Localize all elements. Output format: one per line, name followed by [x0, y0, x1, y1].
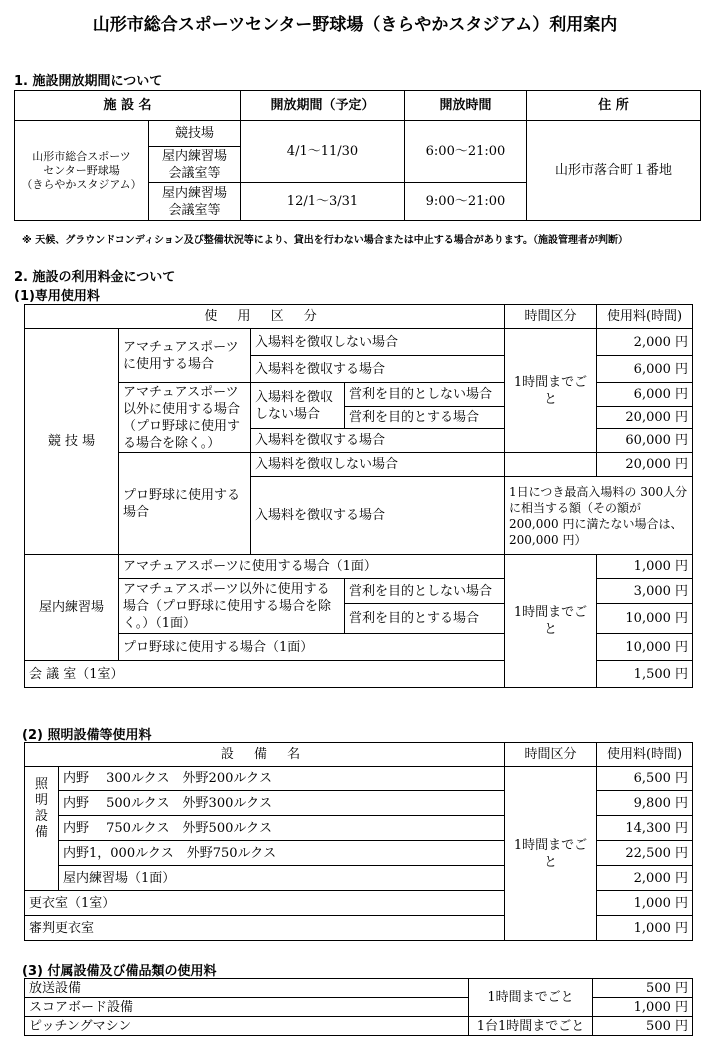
section3-heading: (2) 照明設備等使用料	[22, 728, 152, 743]
pro-time-unit	[505, 453, 597, 477]
period-summer: 4/1〜11/30	[241, 121, 405, 183]
indoor-nonprofit: 営利を目的としない場合	[345, 579, 505, 604]
accessory-fee: 500 円	[593, 1017, 693, 1036]
header-fee: 使用料(時間)	[597, 305, 693, 329]
lighting-row: 内野 300ルクス 外野200ルクス	[59, 767, 505, 791]
fee-amateur-with-fee: 6,000 円	[597, 356, 693, 383]
lighting-fee: 9,800 円	[597, 791, 693, 816]
header-hours: 開放時間	[405, 91, 527, 121]
period-winter: 12/1〜3/31	[241, 183, 405, 221]
accessory-row: 放送設備	[25, 979, 469, 998]
lighting-row: 内野 500ルクス 外野300ルクス	[59, 791, 505, 816]
fee-non-amateur-profit: 20,000 円	[597, 407, 693, 429]
lighting-fee: 22,500 円	[597, 841, 693, 866]
accessory-fee: 1,000 円	[593, 998, 693, 1017]
meeting-room: 会 議 室（1室）	[25, 661, 505, 688]
header-period: 開放期間（予定）	[241, 91, 405, 121]
non-amateur-profit: 営利を目的とする場合	[345, 407, 505, 429]
lighting-fee: 6,500 円	[597, 767, 693, 791]
indoor-label: 屋内練習場	[25, 555, 119, 661]
amateur-label: アマチュアスポーツ に使用する場合	[119, 329, 251, 383]
non-amateur-no-fee: 入場料を徴収 しない場合	[251, 383, 345, 429]
header-address: 住 所	[527, 91, 701, 121]
lighting-row: 屋内練習場（1面）	[59, 866, 505, 891]
indoor-pro: プロ野球に使用する場合（1面）	[119, 634, 505, 661]
pro-label: プロ野球に使用する 場合	[119, 453, 251, 555]
umpire-fee: 1,000 円	[597, 916, 693, 941]
header-fee: 使用料(時間)	[597, 743, 693, 767]
amateur-no-fee: 入場料を徴収しない場合	[251, 329, 505, 356]
header-time: 時間区分	[505, 305, 597, 329]
fee-pro-no-fee: 20,000 円	[597, 453, 693, 477]
lighting-label: 照 明 設 備	[25, 767, 59, 891]
lighting-fee-table	[24, 742, 693, 941]
accessory-fee-table	[24, 978, 693, 1036]
fee-non-amateur-with-fee: 60,000 円	[597, 429, 693, 453]
indoor-non-amateur: アマチュアスポーツ以外に使用する 場合（プロ野球に使用する場合を除 く。）（1面）	[119, 579, 345, 634]
locker-room: 更衣室（1室）	[25, 891, 505, 916]
indoor-profit: 営利を目的とする場合	[345, 604, 505, 634]
facility-sub-stadium: 競技場	[149, 121, 241, 147]
facility-name: 山形市総合スポーツ センター野球場 （きらやかスタジアム）	[15, 121, 149, 221]
opening-period-table	[14, 90, 701, 221]
hours-winter: 9:00〜21:00	[405, 183, 527, 221]
accessory-row: ピッチングマシン	[25, 1017, 469, 1036]
lighting-row: 内野1，000ルクス 外野750ルクス	[59, 841, 505, 866]
non-amateur-with-fee: 入場料を徴収する場合	[251, 429, 505, 453]
lighting-fee: 14,300 円	[597, 816, 693, 841]
facility-address: 山形市落合町１番地	[527, 121, 701, 221]
facility-sub-indoor-summer: 屋内練習場 会議室等	[149, 147, 241, 183]
locker-fee: 1,000 円	[597, 891, 693, 916]
fee-indoor-nonprofit: 3,000 円	[597, 579, 693, 604]
fee-non-amateur-nonprofit: 6,000 円	[597, 383, 693, 407]
header-time: 時間区分	[505, 743, 597, 767]
accessory-row: スコアボード設備	[25, 998, 469, 1017]
non-amateur-nonprofit: 営利を目的としない場合	[345, 383, 505, 407]
section4-heading: (3) 付属設備及び備品類の使用料	[22, 964, 217, 979]
stadium-time-unit: 1時間までごと	[505, 329, 597, 453]
stadium-label: 競 技 場	[25, 329, 119, 555]
non-amateur-label: アマチュアスポーツ 以外に使用する場合 （プロ野球に使用す る場合を除く。）	[119, 383, 251, 453]
accessory-time-unit: 1時間までごと	[469, 979, 593, 1017]
lighting-fee: 2,000 円	[597, 866, 693, 891]
section2-subheading: (1)専用使用料	[14, 289, 100, 304]
fee-indoor-amateur: 1,000 円	[597, 555, 693, 579]
pro-with-fee: 入場料を徴収する場合	[251, 477, 505, 555]
fee-amateur-no-fee: 2,000 円	[597, 329, 693, 356]
opening-note: ※ 天候、グラウンドコンディション及び整備状況等により、貸出を行わない場合または中止する場合があります。（施設管理者が判断）	[22, 235, 629, 246]
lighting-row: 内野 750ルクス 外野500ルクス	[59, 816, 505, 841]
indoor-amateur: アマチュアスポーツに使用する場合（1面）	[119, 555, 505, 579]
header-facility: 施 設 名	[15, 91, 241, 121]
fee-indoor-profit: 10,000 円	[597, 604, 693, 634]
fee-indoor-pro: 10,000 円	[597, 634, 693, 661]
exclusive-fee-table	[24, 304, 693, 688]
header-equipment: 設 備 名	[25, 743, 505, 767]
hours-summer: 6:00〜21:00	[405, 121, 527, 183]
amateur-with-fee: 入場料を徴収する場合	[251, 356, 505, 383]
fee-meeting-room: 1,500 円	[597, 661, 693, 688]
accessory-fee: 500 円	[593, 979, 693, 998]
facility-sub-indoor-winter: 屋内練習場 会議室等	[149, 183, 241, 221]
pro-no-fee: 入場料を徴収しない場合	[251, 453, 505, 477]
section1-heading: 1. 施設開放期間について	[14, 74, 163, 89]
header-usage: 使 用 区 分	[25, 305, 505, 329]
page-title: 山形市総合スポーツセンター野球場（きらやかスタジアム）利用案内	[92, 15, 618, 35]
section2-heading: 2. 施設の利用料金について	[14, 270, 176, 285]
indoor-time-unit: 1時間までごと	[505, 555, 597, 688]
lighting-time-unit: 1時間までごと	[505, 767, 597, 941]
pro-fee-text: 1日につき最高入場料の 300人分に相当する額（その額が 200,000 円に満たない場合は、200,000 円）	[505, 477, 693, 555]
accessory-time-unit-machine: 1台1時間までごと	[469, 1017, 593, 1036]
umpire-room: 審判更衣室	[25, 916, 505, 941]
